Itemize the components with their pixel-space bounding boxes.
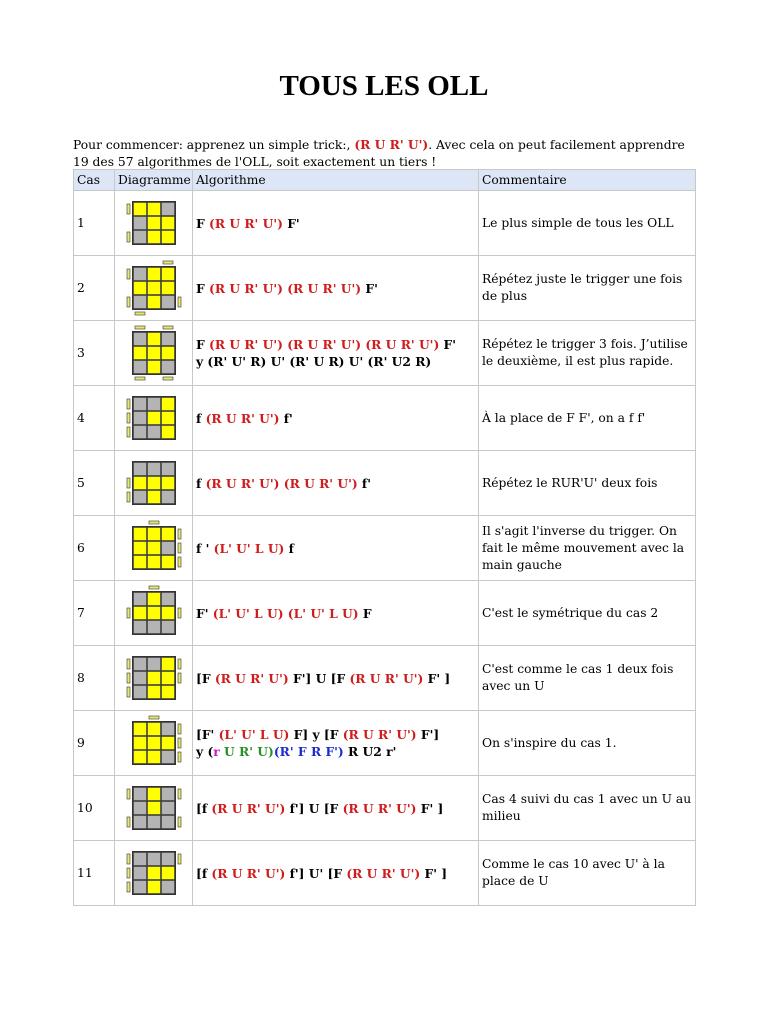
sticker-yellow [147, 231, 160, 244]
sticker-yellow [161, 556, 174, 569]
sticker-gray [147, 426, 160, 439]
sticker-yellow [161, 658, 174, 671]
cell-algorithm [193, 256, 479, 321]
algorithm-line [196, 336, 475, 353]
sticker-gray [161, 463, 174, 476]
sticker-yellow [161, 737, 174, 750]
sticker-yellow [147, 333, 160, 346]
sticker-gray [147, 853, 160, 866]
oll-case-diagram [124, 779, 184, 837]
sticker-yellow [133, 203, 146, 216]
algorithm-segment: f ' [196, 540, 214, 556]
cell-comment: C'est comme le cas 1 deux fois avec un U [479, 646, 696, 711]
oll-case-diagram [124, 324, 184, 382]
algorithm-segment: F [358, 605, 372, 621]
cell-diagram [115, 841, 193, 906]
algorithm-segment: f [196, 410, 206, 426]
sticker-yellow [161, 398, 174, 411]
sticker-yellow [133, 282, 146, 295]
cell-algorithm [193, 386, 479, 451]
algorithm-line [196, 605, 475, 622]
side-sticker [178, 543, 181, 553]
side-sticker [135, 312, 145, 315]
sticker-gray [161, 816, 174, 829]
cell-cas: 4 [74, 386, 115, 451]
side-sticker [127, 269, 130, 279]
sticker-gray [161, 361, 174, 374]
sticker-yellow [147, 802, 160, 815]
table-row [74, 776, 696, 841]
side-sticker [127, 687, 130, 697]
cell-algorithm [193, 191, 479, 256]
sticker-gray [161, 723, 174, 736]
sticker-yellow [133, 607, 146, 620]
side-sticker [127, 789, 130, 799]
table-body [74, 191, 696, 906]
sticker-gray [161, 491, 174, 504]
table-row [74, 386, 696, 451]
sticker-gray [161, 788, 174, 801]
intro-trick: (R U R' U') [354, 137, 429, 152]
sticker-yellow [147, 723, 160, 736]
algorithm-segment: [F' [196, 727, 219, 742]
cell-comment: Le plus simple de tous les OLL [479, 191, 696, 256]
sticker-yellow [147, 528, 160, 541]
algorithm-segment: F [196, 280, 210, 296]
sticker-yellow [147, 477, 160, 490]
algorithm-segment: (R U R' U') [211, 800, 286, 816]
cell-cas: 3 [74, 321, 115, 386]
algorithm-segment: (R U R' U') (R U R' U') [209, 280, 362, 296]
table-row [74, 451, 696, 516]
side-sticker [163, 261, 173, 264]
sticker-yellow [147, 361, 160, 374]
algorithm-line [196, 540, 475, 557]
side-sticker [178, 854, 181, 864]
sticker-gray [161, 751, 174, 764]
algorithm-segment: F' ] [423, 670, 451, 686]
sticker-gray [133, 398, 146, 411]
side-sticker [178, 738, 181, 748]
algorithm-segment: F [196, 215, 210, 231]
side-sticker [127, 817, 130, 827]
algorithm-segment: (R U R' U') [211, 865, 286, 881]
sticker-yellow [133, 542, 146, 555]
sticker-yellow [161, 607, 174, 620]
cell-comment: À la place de F F', on a f f' [479, 386, 696, 451]
side-sticker [178, 752, 181, 762]
sticker-yellow [147, 217, 160, 230]
sticker-yellow [133, 347, 146, 360]
sticker-yellow [147, 203, 160, 216]
cell-diagram [115, 451, 193, 516]
sticker-gray [147, 621, 160, 634]
sticker-gray [133, 296, 146, 309]
cell-comment: Cas 4 suivi du cas 1 avec un U au milieu [479, 776, 696, 841]
table-row [74, 841, 696, 906]
sticker-gray [161, 853, 174, 866]
sticker-yellow [147, 737, 160, 750]
algorithm-segment: F' [196, 605, 213, 621]
side-sticker [163, 326, 173, 329]
table-row [74, 256, 696, 321]
cell-diagram [115, 646, 193, 711]
side-sticker [178, 817, 181, 827]
side-sticker [149, 716, 159, 719]
algorithm-segment: (L' U' L U) [218, 727, 290, 742]
algorithm-segment: (R U R' U') [214, 670, 289, 686]
sticker-yellow [147, 282, 160, 295]
side-sticker [127, 673, 130, 683]
algorithm-segment: F'] U [F [288, 670, 350, 686]
algorithm-segment: (L' U' L U) [213, 540, 285, 556]
algorithm-line [196, 475, 475, 492]
sticker-gray [133, 217, 146, 230]
algorithm-segment: F] y [F [289, 727, 343, 742]
header-commentaire: Commentaire [479, 170, 696, 191]
algorithm-line [196, 670, 475, 687]
sticker-gray [133, 658, 146, 671]
cell-diagram [115, 321, 193, 386]
oll-case-diagram [124, 259, 184, 317]
table-row [74, 581, 696, 646]
cell-algorithm [193, 646, 479, 711]
oll-case-diagram [124, 714, 184, 772]
sticker-gray [133, 593, 146, 606]
algorithm-segment: (R U R' U') [342, 727, 417, 742]
side-sticker [127, 399, 130, 409]
sticker-yellow [147, 347, 160, 360]
sticker-yellow [147, 542, 160, 555]
algorithm-segment: (R' F R F') [273, 744, 344, 759]
sticker-gray [161, 296, 174, 309]
side-sticker [127, 413, 130, 423]
sticker-gray [133, 426, 146, 439]
sticker-yellow [147, 686, 160, 699]
sticker-gray [133, 412, 146, 425]
table-row [74, 321, 696, 386]
cell-comment: On s'inspire du cas 1. [479, 711, 696, 776]
sticker-yellow [161, 268, 174, 281]
algorithm-segment: F' ] [420, 865, 448, 881]
sticker-yellow [147, 672, 160, 685]
algorithm-segment: F' ] [416, 800, 444, 816]
sticker-gray [147, 658, 160, 671]
side-sticker [178, 659, 181, 669]
oll-case-diagram [124, 584, 184, 642]
sticker-yellow [133, 737, 146, 750]
algorithm-segment: f' [357, 475, 371, 491]
side-sticker [149, 521, 159, 524]
sticker-gray [133, 621, 146, 634]
sticker-gray [133, 231, 146, 244]
sticker-gray [161, 593, 174, 606]
cell-cas: 7 [74, 581, 115, 646]
side-sticker [127, 204, 130, 214]
cell-cas: 9 [74, 711, 115, 776]
sticker-gray [161, 542, 174, 555]
algorithm-line [196, 726, 475, 743]
sticker-gray [133, 463, 146, 476]
table-row [74, 646, 696, 711]
side-sticker [135, 377, 145, 380]
algorithm-segment: r [213, 744, 220, 759]
sticker-yellow [147, 593, 160, 606]
sticker-yellow [161, 672, 174, 685]
side-sticker [178, 297, 181, 307]
algorithm-segment: [f [196, 865, 212, 881]
sticker-gray [133, 788, 146, 801]
side-sticker [127, 492, 130, 502]
algorithm-line [196, 353, 475, 370]
algorithm-segment: y (R' U' R) U' (R' U R) U' (R' U2 R) [196, 354, 432, 369]
algorithm-line [196, 215, 475, 232]
algorithm-segment: (R U R' U') [205, 410, 280, 426]
oll-case-diagram [124, 519, 184, 577]
algorithm-line [196, 410, 475, 427]
algorithm-segment: y [196, 744, 208, 759]
intro-text-after: . Avec cela on peut facilement apprendre 19 des 57 algorithmes de l'OLL, soit exactement un tiers ! [73, 138, 685, 169]
side-sticker [149, 586, 159, 589]
cell-algorithm [193, 711, 479, 776]
sticker-yellow [133, 477, 146, 490]
sticker-yellow [161, 426, 174, 439]
sticker-gray [161, 802, 174, 815]
sticker-yellow [161, 412, 174, 425]
side-sticker [178, 673, 181, 683]
sticker-yellow [161, 231, 174, 244]
side-sticker [127, 478, 130, 488]
sticker-gray [133, 333, 146, 346]
sticker-gray [161, 333, 174, 346]
table-row [74, 191, 696, 256]
cell-diagram [115, 386, 193, 451]
table-header-row [74, 170, 696, 191]
side-sticker [127, 854, 130, 864]
side-sticker [127, 297, 130, 307]
sticker-yellow [161, 347, 174, 360]
algorithm-segment: f'] U' [F [285, 865, 347, 881]
cell-comment: Comme le cas 10 avec U' à la place de U [479, 841, 696, 906]
cell-cas: 8 [74, 646, 115, 711]
algorithm-line [196, 743, 475, 760]
sticker-yellow [147, 881, 160, 894]
table-row [74, 711, 696, 776]
cell-comment: Il s'agit l'inverse du trigger. On fait le même mouvement avec la main gauche [479, 516, 696, 581]
sticker-yellow [161, 477, 174, 490]
cell-diagram [115, 256, 193, 321]
sticker-yellow [147, 556, 160, 569]
sticker-yellow [133, 528, 146, 541]
sticker-yellow [133, 723, 146, 736]
algorithm-segment: (L' U' L U) (L' U' L U) [212, 605, 359, 621]
cell-algorithm [193, 776, 479, 841]
sticker-yellow [161, 528, 174, 541]
cell-diagram [115, 581, 193, 646]
oll-case-diagram [124, 389, 184, 447]
side-sticker [127, 882, 130, 892]
oll-case-diagram [124, 454, 184, 512]
sticker-gray [133, 686, 146, 699]
algorithm-segment: F'] [416, 727, 440, 742]
sticker-gray [133, 816, 146, 829]
sticker-yellow [147, 268, 160, 281]
cell-algorithm [193, 581, 479, 646]
algorithm-line [196, 800, 475, 817]
cell-diagram [115, 711, 193, 776]
algorithm-segment: F' [361, 280, 378, 296]
header-algorithme: Algorithme [193, 170, 479, 191]
algorithm-line [196, 865, 475, 882]
side-sticker [135, 326, 145, 329]
sticker-yellow [147, 296, 160, 309]
cell-algorithm [193, 841, 479, 906]
side-sticker [127, 427, 130, 437]
table-row [74, 516, 696, 581]
cell-cas: 2 [74, 256, 115, 321]
cell-comment: Répétez juste le trigger une fois de plus [479, 256, 696, 321]
oll-case-diagram [124, 844, 184, 902]
intro-text-before: Pour commencer: apprenez un simple trick:, [73, 138, 355, 152]
cell-cas: 6 [74, 516, 115, 581]
cell-diagram [115, 776, 193, 841]
algorithm-segment: f'] U [F [285, 800, 343, 816]
algorithm-segment: F' [439, 337, 457, 352]
sticker-gray [161, 203, 174, 216]
sticker-gray [133, 867, 146, 880]
page-title: TOUS LES OLL [279, 70, 489, 102]
algorithm-segment: R U2 r' [343, 744, 397, 759]
algorithm-segment: ( [207, 744, 214, 759]
sticker-gray [133, 853, 146, 866]
sticker-gray [147, 398, 160, 411]
sticker-yellow [147, 491, 160, 504]
sticker-gray [133, 361, 146, 374]
side-sticker [178, 789, 181, 799]
sticker-yellow [161, 686, 174, 699]
sticker-gray [161, 881, 174, 894]
oll-case-diagram [124, 649, 184, 707]
sticker-gray [147, 816, 160, 829]
cell-comment: Répétez le trigger 3 fois. J’utilise le deuxième, il est plus rapide. [479, 321, 696, 386]
algorithm-line [196, 280, 475, 297]
sticker-yellow [133, 751, 146, 764]
algorithm-segment: U R' U) [219, 744, 274, 759]
side-sticker [127, 868, 130, 878]
sticker-yellow [161, 867, 174, 880]
sticker-gray [133, 672, 146, 685]
algorithm-segment: f [284, 540, 294, 556]
cell-diagram [115, 191, 193, 256]
algorithm-segment: (R U R' U') [349, 670, 424, 686]
header-cas: Cas [74, 170, 115, 191]
algorithm-segment: (R U R' U') [209, 215, 283, 231]
cell-algorithm [193, 451, 479, 516]
side-sticker [178, 608, 181, 618]
sticker-yellow [147, 867, 160, 880]
algorithm-segment: (R U R' U') [346, 865, 421, 881]
algorithm-segment: [F [196, 670, 215, 686]
cell-cas: 11 [74, 841, 115, 906]
oll-case-diagram [124, 194, 184, 252]
sticker-gray [161, 621, 174, 634]
sticker-yellow [147, 607, 160, 620]
side-sticker [163, 377, 173, 380]
sticker-gray [147, 463, 160, 476]
algorithm-segment: f [196, 475, 206, 491]
cell-algorithm [193, 516, 479, 581]
sticker-yellow [147, 751, 160, 764]
cell-cas: 1 [74, 191, 115, 256]
cell-comment: Répétez le RUR'U' deux fois [479, 451, 696, 516]
sticker-yellow [147, 412, 160, 425]
algorithm-segment: F' [282, 215, 300, 231]
cell-diagram [115, 516, 193, 581]
side-sticker [178, 724, 181, 734]
sticker-yellow [133, 556, 146, 569]
sticker-gray [133, 881, 146, 894]
intro-paragraph [73, 136, 698, 171]
sticker-gray [133, 802, 146, 815]
sticker-gray [133, 491, 146, 504]
side-sticker [127, 608, 130, 618]
side-sticker [178, 529, 181, 539]
sticker-yellow [161, 217, 174, 230]
algorithm-segment: F [196, 337, 210, 352]
side-sticker [127, 232, 130, 242]
sticker-yellow [161, 282, 174, 295]
side-sticker [178, 557, 181, 567]
cell-cas: 5 [74, 451, 115, 516]
cell-cas: 10 [74, 776, 115, 841]
algorithm-segment: (R U R' U') [342, 800, 417, 816]
side-sticker [127, 659, 130, 669]
sticker-gray [133, 268, 146, 281]
oll-table [73, 169, 696, 906]
cell-comment: C'est le symétrique du cas 2 [479, 581, 696, 646]
algorithm-segment: (R U R' U') (R U R' U') (R U R' U') [209, 337, 440, 352]
sticker-yellow [147, 788, 160, 801]
header-diagramme: Diagramme [115, 170, 193, 191]
algorithm-segment: f' [279, 410, 293, 426]
algorithm-segment: [f [196, 800, 212, 816]
cell-algorithm [193, 321, 479, 386]
algorithm-segment: (R U R' U') (R U R' U') [205, 475, 358, 491]
